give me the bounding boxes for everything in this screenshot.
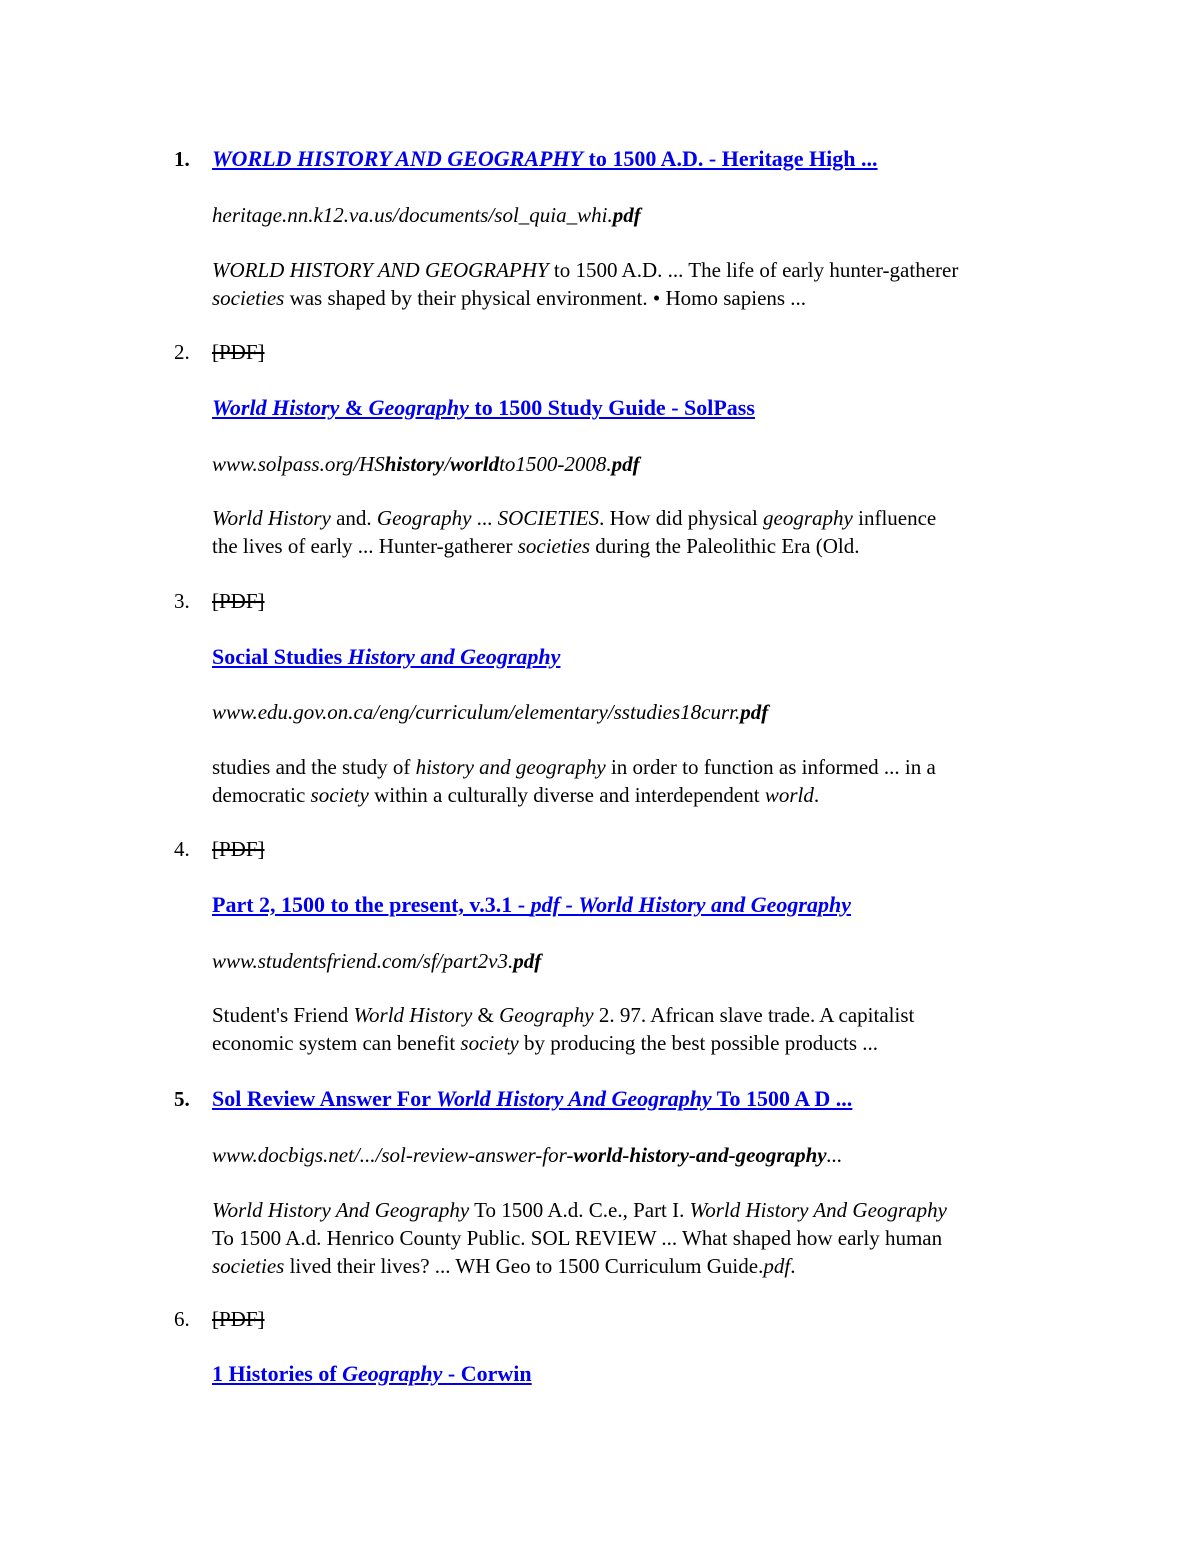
result-url-2: www.solpass.org/HShistory/worldto1500-2008.pdf [212, 452, 640, 476]
result-url-1: heritage.nn.k12.va.us/documents/sol_quia_whi.pdf [212, 203, 641, 227]
pdf-tag: [PDF] [212, 837, 265, 861]
result-url-3: www.edu.gov.on.ca/eng/curriculum/elementary/sstudies18curr.pdf [212, 700, 769, 724]
result-number: 4. [174, 837, 190, 861]
result-url-4: www.studentsfriend.com/sf/part2v3.pdf [212, 949, 542, 973]
pdf-tag: [PDF] [212, 1307, 265, 1331]
result-number: 5. [174, 1087, 190, 1111]
result-title-4[interactable] [212, 891, 1060, 919]
result-snippet-5: World History And Geography To 1500 A.d. C.e., Part I. World History And Geography To 1500 A.d. Henrico County Public. SOL REVIEW ... What shaped how early human societies lived their lives? ... WH Geo to 1500 Curriculum Guide.pdf. [212, 1198, 947, 1278]
result-title-2[interactable] [212, 394, 1060, 422]
result-snippet-1: WORLD HISTORY AND GEOGRAPHY to 1500 A.D. ... The life of early hunter-gatherer societies was shaped by their physical environment. • Homo sapiens ... [212, 258, 959, 310]
result-title-1[interactable] [212, 145, 1060, 173]
pdf-tag: [PDF] [212, 340, 265, 364]
result-link-6[interactable]: 1 Histories of Geography - Corwin [212, 1361, 532, 1386]
result-link-3[interactable]: Social Studies History and Geography [212, 644, 561, 669]
result-title-3[interactable] [212, 643, 1060, 671]
result-number: 2. [174, 340, 190, 364]
result-snippet-2: World History and. Geography ... SOCIETIES. How did physical geography influence the lives of early ... Hunter-gatherer societies during the Paleolithic Era (Old. [212, 506, 937, 558]
result-snippet-3: studies and the study of history and geography in order to function as informed ... in a democratic society within a culturally diverse and interdependent world. [212, 755, 936, 807]
result-url-5: www.docbigs.net/.../sol-review-answer-for-world-history-and-geography... [212, 1143, 843, 1167]
result-link-1[interactable]: WORLD HISTORY AND GEOGRAPHY to 1500 A.D. - Heritage High ... [212, 146, 878, 171]
result-snippet-4: Student's Friend World History & Geography 2. 97. African slave trade. A capitalist economic system can benefit society by producing the best possible products ... [212, 1003, 915, 1055]
pdf-tag: [PDF] [212, 589, 265, 613]
result-link-4[interactable]: Part 2, 1500 to the present, v.3.1 - pdf - World History and Geography [212, 892, 851, 917]
result-number: 3. [174, 589, 190, 613]
result-title-6[interactable] [212, 1360, 1060, 1388]
result-number: 1. [174, 147, 190, 171]
result-number: 6. [174, 1307, 190, 1331]
result-link-2[interactable]: World History & Geography to 1500 Study Guide - SolPass [212, 395, 755, 420]
result-link-5[interactable]: Sol Review Answer For World History And Geography To 1500 A D ... [212, 1086, 853, 1111]
result-title-5[interactable] [212, 1085, 1060, 1113]
